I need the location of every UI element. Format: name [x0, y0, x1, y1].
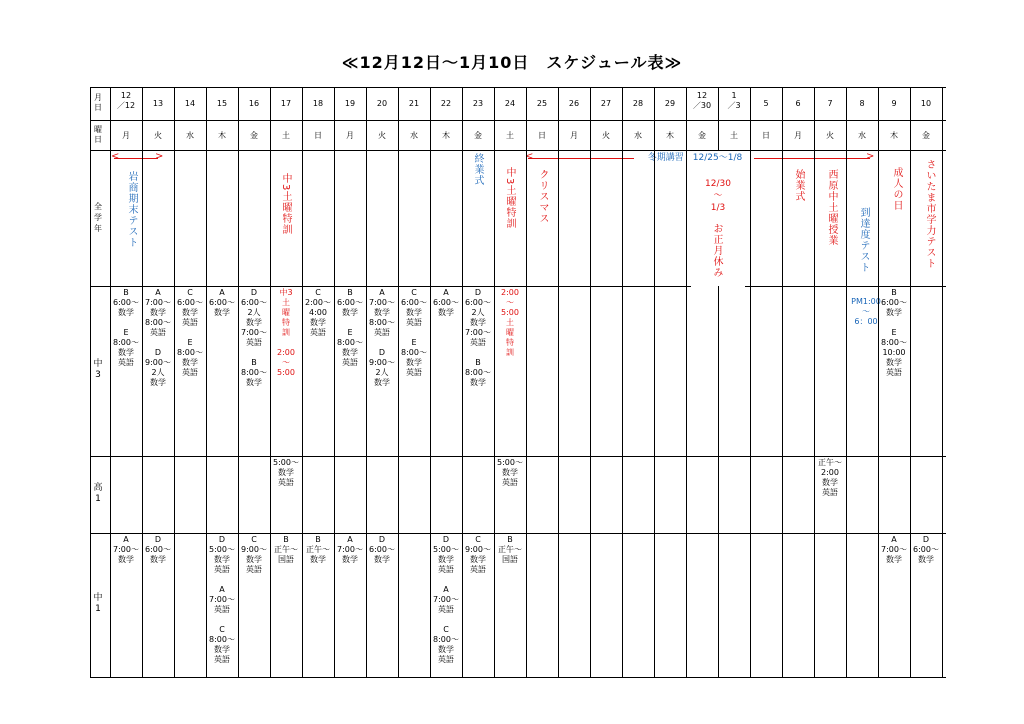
header-weekday-label: 曜 日 — [94, 125, 102, 144]
opening-ceremony-label: 始業式 — [793, 169, 804, 202]
header-weekday-12: 土 — [506, 131, 514, 140]
header-weekday-2: 水 — [186, 131, 194, 140]
header-day-17: 29 — [664, 99, 676, 108]
header-weekday-9: 水 — [410, 131, 418, 140]
header-day-13: 25 — [536, 99, 548, 108]
arrow-left-icon: < — [525, 151, 534, 162]
header-weekday-6: 日 — [314, 131, 322, 140]
header-weekday-3: 木 — [218, 131, 226, 140]
chu1-cell-20: D 6:00～ 数学 — [369, 535, 395, 564]
page-title: ≪12月12日～1月10日 スケジュール表≫ — [341, 53, 683, 72]
chu3-saturday-special-label: 中3土曜特訓 — [280, 173, 291, 236]
header-day-3: 15 — [216, 99, 228, 108]
header-weekday-23: 水 — [858, 131, 866, 140]
header-weekday-8: 火 — [378, 131, 386, 140]
header-day-25: 10 — [920, 99, 932, 108]
chu3-cell-9: B 6:00～ 数学 E 8:00～ 10:00 数学 英語 — [881, 288, 907, 377]
header-weekday-7: 月 — [346, 131, 354, 140]
ko1-cell-7: 正午～ 2:00 数学 英語 — [818, 458, 842, 497]
ko1-cell-24: 5:00～ 数学 英語 — [497, 458, 523, 487]
header-day-23: 8 — [859, 99, 865, 108]
header-weekday-10: 木 — [442, 131, 450, 140]
header-month-day-label: 月 日 — [94, 93, 102, 112]
header-day-12: 24 — [504, 99, 516, 108]
newyear-range-label: 12/30 ～ 1/3 — [705, 179, 731, 213]
header-weekday-20: 日 — [762, 131, 770, 140]
header-weekday-21: 月 — [794, 131, 802, 140]
winter-course-label: 冬期講習 12/25～1/8 — [647, 153, 743, 163]
closing-ceremony-label: 終業式 — [472, 153, 483, 186]
chu1-cell-12: A 7:00～ 数学 — [113, 535, 139, 564]
arrow-left-icon: < — [111, 151, 120, 162]
header-weekday-19: 土 — [730, 131, 738, 140]
arrow-right-icon: > — [155, 151, 164, 162]
header-day-9: 21 — [408, 99, 420, 108]
header-day-10: 22 — [440, 99, 452, 108]
chu3-cell-8: PM1:00 ～ 6：00 — [851, 297, 881, 326]
chu1-cell-24: B 正午～ 国語 — [498, 535, 522, 564]
chu1-cell-9: A 7:00～ 数学 — [881, 535, 907, 564]
header-day-21: 6 — [795, 99, 801, 108]
header-weekday-1: 火 — [154, 131, 162, 140]
row-label-ko1: 高 1 — [93, 483, 103, 504]
header-day-20: 5 — [763, 99, 769, 108]
achievement-test-label: 到達度テスト — [858, 207, 869, 273]
chu1-cell-23: C 9:00～ 数学 英語 — [465, 535, 491, 574]
header-day-14: 26 — [568, 99, 580, 108]
header-day-5: 17 — [280, 99, 292, 108]
header-weekday-18: 金 — [698, 131, 706, 140]
chu3-cell-15: A 6:00～ 数学 — [209, 288, 235, 317]
chu1-cell-18: B 正午～ 数学 — [306, 535, 330, 564]
newyear-holiday-label: お正月休み — [711, 223, 722, 278]
chu3-cell-20: A 7:00～ 数学 8:00～ 英語 D 9:00～ 2人 数学 — [369, 288, 395, 387]
header-weekday-11: 金 — [474, 131, 482, 140]
chu3-cell-21: C 6:00～ 数学 英語 E 8:00～ 数学 英語 — [401, 288, 427, 377]
row-label-chu1: 中 1 — [93, 593, 103, 614]
chu1-cell-22: D 5:00～ 数学 英語 A 7:00～ 英語 C 8:00～ 数学 英語 — [433, 535, 459, 664]
header-day-15: 27 — [600, 99, 612, 108]
header-day-11: 23 — [472, 99, 484, 108]
header-weekday-5: 土 — [282, 131, 290, 140]
header-day-22: 7 — [827, 99, 833, 108]
row-label-all-grades: 全 学 年 — [94, 202, 102, 233]
christmas-label: クリスマス — [537, 169, 548, 224]
header-weekday-0: 月 — [122, 131, 130, 140]
chu1-cell-13: D 6:00～ 数学 — [145, 535, 171, 564]
header-day-16: 28 — [632, 99, 644, 108]
chu3-cell-22: A 6:00～ 数学 — [433, 288, 459, 317]
header-weekday-24: 木 — [890, 131, 898, 140]
chu3-cell-24: 2:00 ～ 5:00 土 曜 特 訓 — [501, 288, 519, 357]
coming-of-age-day-label: 成人の日 — [891, 167, 902, 211]
header-day-7: 19 — [344, 99, 356, 108]
header-day-2: 14 — [184, 99, 196, 108]
header-weekday-13: 日 — [538, 131, 546, 140]
chu3-cell-23: D 6:00～ 2人 数学 7:00～ 英語 B 8:00～ 数学 — [465, 288, 491, 387]
chu1-cell-19: A 7:00～ 数学 — [337, 535, 363, 564]
chu1-cell-15: D 5:00～ 数学 英語 A 7:00～ 英語 C 8:00～ 数学 英語 — [209, 535, 235, 664]
iwasho-test-label: 岩商期末テスト — [126, 171, 137, 248]
header-day-1: 13 — [152, 99, 164, 108]
chu3-cell-16: D 6:00～ 2人 数学 7:00～ 英語 B 8:00～ 数学 — [241, 288, 267, 387]
header-day-4: 16 — [248, 99, 260, 108]
chu3-saturday-special-label-2: 中3土曜特訓 — [504, 167, 515, 230]
header-day-6: 18 — [312, 99, 324, 108]
chu3-cell-14: C 6:00～ 数学 英語 E 8:00～ 数学 英語 — [177, 288, 203, 377]
header-day-24: 9 — [891, 99, 897, 108]
header-weekday-17: 木 — [666, 131, 674, 140]
header-day-19: 1 ／3 — [727, 91, 741, 110]
chu3-cell-12: B 6:00～ 数学 E 8:00～ 数学 英語 — [113, 288, 139, 367]
ko1-cell-17: 5:00～ 数学 英語 — [273, 458, 299, 487]
chu3-cell-19: B 6:00～ 数学 E 8:00～ 数学 英語 — [337, 288, 363, 367]
header-weekday-16: 水 — [634, 131, 642, 140]
header-day-8: 20 — [376, 99, 388, 108]
iwasho-arrow — [114, 158, 158, 159]
header-weekday-15: 火 — [602, 131, 610, 140]
chu3-cell-13: A 7:00～ 数学 8:00～ 英語 D 9:00～ 2人 数学 — [145, 288, 171, 387]
header-weekday-4: 金 — [250, 131, 258, 140]
chu1-cell-16: C 9:00～ 数学 英語 — [241, 535, 267, 574]
schedule-table — [90, 87, 946, 677]
header-weekday-25: 金 — [922, 131, 930, 140]
saitama-academic-test-label: さいたま市学力テスト — [924, 159, 935, 269]
chu1-cell-10: D 6:00～ 数学 — [913, 535, 939, 564]
chu3-cell-18: C 2:00～ 4:00 数学 英語 — [305, 288, 331, 337]
chu1-cell-17: B 正午～ 国語 — [274, 535, 298, 564]
header-day-0: 12 ／12 — [116, 91, 136, 110]
nishihara-saturday-class-label: 西原中土曜授業 — [826, 169, 837, 246]
header-weekday-22: 火 — [826, 131, 834, 140]
header-weekday-14: 月 — [570, 131, 578, 140]
header-day-18: 12 ／30 — [692, 91, 712, 110]
arrow-right-icon: > — [866, 151, 875, 162]
row-label-chu3: 中 3 — [93, 359, 103, 380]
chu3-cell-17: 中3 土 曜 特 訓 2:00 ～ 5:00 — [277, 288, 295, 377]
